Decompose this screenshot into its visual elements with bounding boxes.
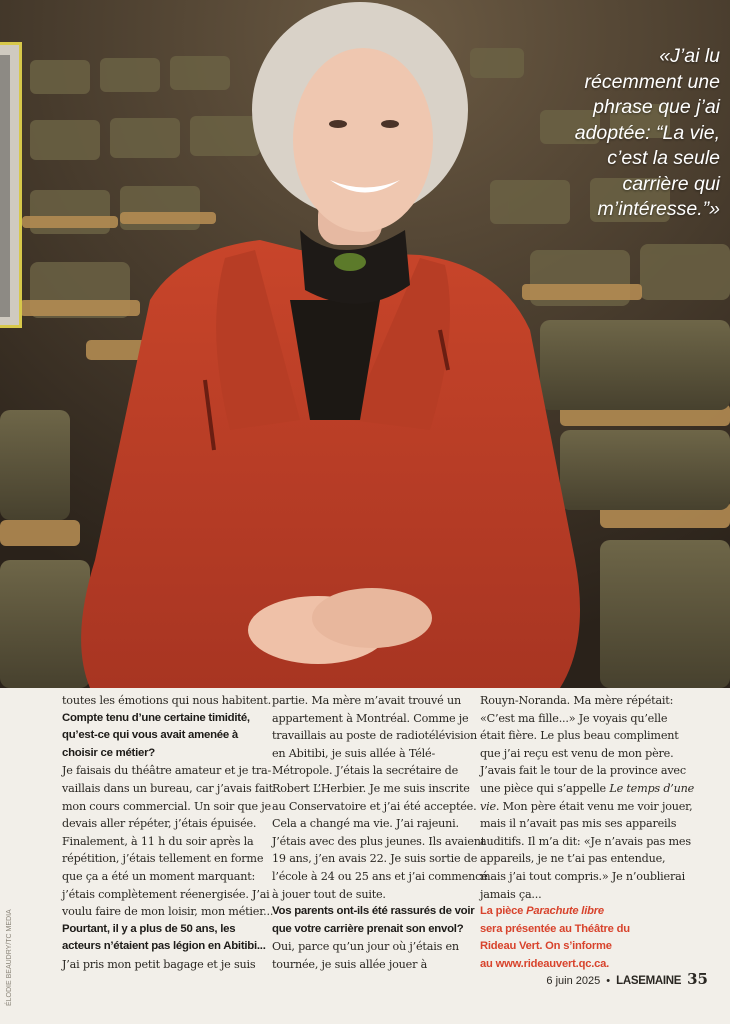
footer-separator: • <box>606 975 611 987</box>
body-line <box>480 780 708 798</box>
body-text: une pièce qui s’appelle <box>480 781 606 795</box>
body-line: au Conservatoire et j’ai été acceptée. <box>272 799 477 813</box>
body-line: à jouer tout de suite. <box>272 887 386 901</box>
pull-quote-line: m’intéresse.”» <box>597 198 720 220</box>
body-line: travaillais au poste de radiotélévision <box>272 729 478 743</box>
body-line: Métropole. J’étais la secrétaire de <box>272 764 459 778</box>
pull-quote-line: récemment une <box>584 70 720 93</box>
body-line: était fière. Le plus beau compliment <box>480 729 679 743</box>
page-number: 35 <box>687 970 708 988</box>
body-line: Oui, parce qu’un jour où j’étais en <box>272 940 459 954</box>
body-line: toutes les émotions qui nous habitent. <box>62 694 271 707</box>
pull-quote-line: carrière qui <box>622 172 720 195</box>
pull-quote-line: «J’ai lu <box>659 45 720 67</box>
body-line: Rouyn-Noranda. Ma mère répétait: <box>480 694 674 707</box>
body-line: J’étais avec des plus jeunes. Ils avaient <box>272 834 486 848</box>
screen-frame-edge <box>0 42 22 328</box>
event-play-title: Parachute libre <box>526 905 604 918</box>
body-line: 19 ans, j’en avais 22. Je suis sortie de <box>272 852 478 866</box>
body-line: Cela a changé ma vie. J’ai rajeuni. <box>272 817 459 831</box>
body-line <box>480 798 708 816</box>
body-line: mais j’ai tout compris.» Je n’oublierai <box>480 869 685 883</box>
photo-credit: ÉLODIE BEAUDRY/TC MEDIA <box>6 909 13 1006</box>
play-title: Le temps d’une <box>609 781 695 795</box>
body-line: Robert L’Herbier. Je me suis inscrite <box>272 781 470 795</box>
body-line: Je faisais du théâtre amateur et je tra- <box>62 764 272 778</box>
interview-question: Pourtant, il y a plus de 50 ans, les <box>62 922 236 935</box>
interview-question: acteurs n’étaient pas légion en Abitibi... <box>62 940 266 953</box>
body-line: jamais ça... <box>480 887 542 901</box>
body-line: appareils, je ne t’ai pas entendue, <box>480 852 666 866</box>
body-line: J’avais fait le tour de la province avec <box>480 764 686 778</box>
event-info-text: La pièce <box>480 905 524 918</box>
magazine-name-semaine: SEMAINE <box>630 975 682 987</box>
body-text: . Mon père était venu me voir jouer, <box>495 799 693 813</box>
pull-quote-line: phrase que j’ai <box>593 96 720 118</box>
body-line: devais aller répéter, j’étais épuisée. <box>62 817 257 831</box>
screen-frame-inner <box>0 55 10 317</box>
event-info <box>480 903 708 921</box>
event-website: au www.rideauvert.qc.ca. <box>480 957 610 970</box>
article-column-1 <box>62 692 274 974</box>
body-line: partie. Ma mère m’avait trouvé un <box>272 694 461 707</box>
event-info: sera présentée au Théâtre du <box>480 922 630 935</box>
play-title-end: vie <box>480 799 496 813</box>
article-column-3 <box>480 692 708 974</box>
pull-quote <box>520 44 720 223</box>
interview-question: que votre carrière prenait son envol? <box>272 922 464 935</box>
body-line: mais il n’avait pas mis ses appareils <box>480 817 677 831</box>
pull-quote-line: adoptée: “La vie, <box>574 121 720 144</box>
body-line: tournée, je suis allée jouer à <box>272 957 428 971</box>
body-line: en Abitibi, je suis allée à Télé- <box>272 746 436 760</box>
interview-question: qu’est-ce qui vous avait amenée à <box>62 729 238 742</box>
body-line: répétition, j’étais tellement en forme <box>62 852 264 866</box>
body-line: que ça a été un moment marquant: <box>62 869 256 883</box>
article-column-2 <box>272 692 488 974</box>
body-line: auditifs. Il m’a dit: «Je n’avais pas mes <box>480 834 691 848</box>
body-line: mon cours commercial. Un soir que je <box>62 799 271 813</box>
pull-quote-line: c’est la seule <box>607 147 720 169</box>
magazine-name <box>616 975 681 987</box>
body-line: l’école à 24 ou 25 ans et j’ai commencé <box>272 869 488 883</box>
body-line: voulu faire de mon loisir, mon métier... <box>62 905 274 919</box>
body-line: «C’est ma fille...» Je voyais qu’elle <box>480 711 668 725</box>
event-info: Rideau Vert. On s’informe <box>480 940 612 953</box>
body-line: appartement à Montréal. Comme je <box>272 711 469 725</box>
interview-question: Compte tenu d’une certaine timidité, <box>62 711 250 724</box>
body-line: J’ai pris mon petit bagage et je suis <box>62 957 256 971</box>
magazine-name-la: LA <box>616 975 631 987</box>
page-footer <box>546 970 708 988</box>
interview-question: choisir ce métier? <box>62 746 155 759</box>
interview-question: Vos parents ont-ils été rassurés de voir <box>272 905 475 918</box>
body-line: j’étais complètement réenergisée. J’ai <box>62 887 270 901</box>
issue-date: 6 juin 2025 <box>546 975 601 987</box>
body-line: que j’ai reçu est venu de mon père. <box>480 746 674 760</box>
body-line: Finalement, à 11 h du soir après la <box>62 834 254 848</box>
body-line: vaillais dans un bureau, car j’avais fait <box>62 781 273 795</box>
